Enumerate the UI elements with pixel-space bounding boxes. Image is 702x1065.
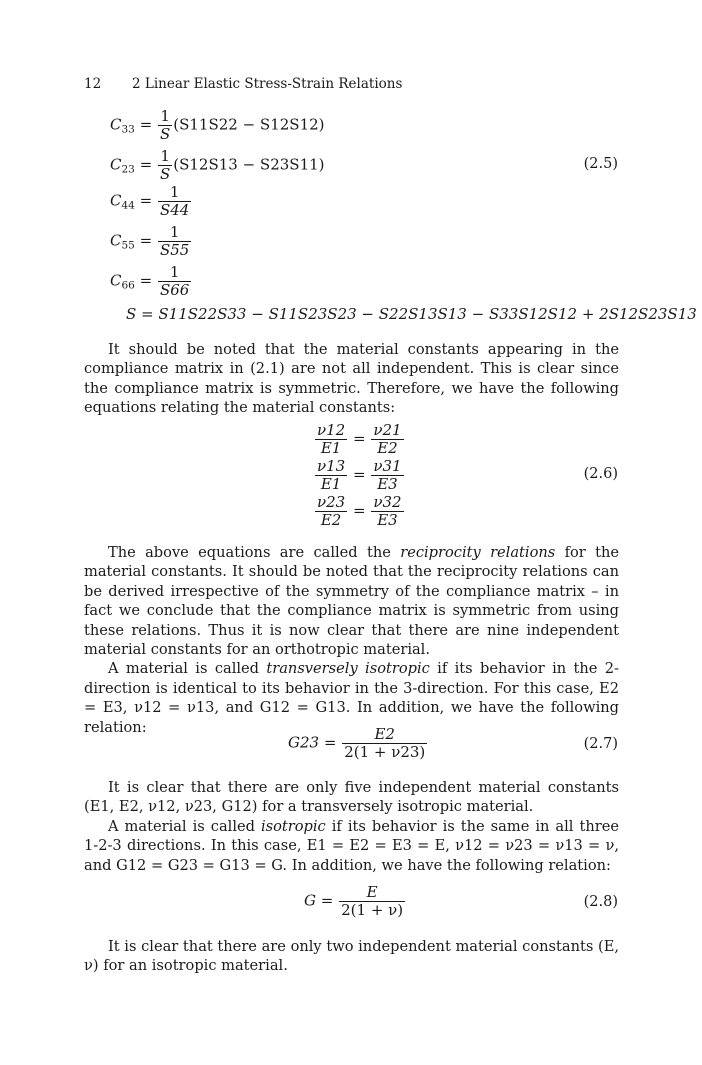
page-number: 12 bbox=[84, 76, 102, 92]
equation-label-2-5: (2.5) bbox=[583, 156, 618, 172]
paragraph-compliance: It should be noted that the material constants appearing in the compliance matrix in (2.1) are not all independent. This is clear since the compliance matrix is symmetric. Therefore, we have the following equations relating the material constants: bbox=[84, 341, 619, 417]
equation-reciprocity-1: $\frac{\nu 12}{E1}$ = $\frac{\nu 21}{E2}$ bbox=[317, 421, 402, 457]
equation-g: G = $\frac{E}{2(1 + \nu)}$ bbox=[304, 883, 404, 919]
equation-c23: $C_{23}$ = $\frac{1}{S}$ (S12S13 − S23S11) bbox=[110, 147, 325, 183]
equation-c44: $C_{44}$ = $\frac{1}{S44}$ bbox=[110, 183, 190, 219]
paragraph-isotropic: It is clear that there are only five independent material constants (E1, E2, ν12, ν23, G12) for a transversely isotropic material. A material is called isotropic if its behavior is the same in all three 1-2-3 directions. In this case, E1 = E2 = E3 = E, ν12 = ν23 = ν13 = ν, and G12 = G23 = G13 = G. In addition, we have the following relation: bbox=[84, 779, 619, 874]
equation-c55: $C_{55}$ = $\frac{1}{S55}$ bbox=[110, 223, 190, 259]
equation-label-2-8: (2.8) bbox=[583, 894, 618, 910]
equation-reciprocity-3: $\frac{\nu 23}{E2}$ = $\frac{\nu 32}{E3}$ bbox=[317, 493, 402, 529]
paragraph-reciprocity: The above equations are called the reciprocity relations for the material constants. It should be noted that the reciprocity relations can be derived irrespective of the symmetry of the compliance matrix – in fact we conclude that the compliance matrix is symmetric from using these relations. Thus it is now clear that there are nine independent material constants for an orthotropic material. A material is called transversely isotropic if its behavior in the 2-direction is identical to its behavior in the 3-direction. For this case, E2 = E3, ν12 = ν13, and G12 = G13. In addition, we have the following relation: bbox=[84, 544, 620, 736]
equation-label-2-6: (2.6) bbox=[583, 466, 618, 482]
equation-c66: $C_{66}$ = $\frac{1}{S66}$ bbox=[110, 263, 190, 299]
equation-label-2-7: (2.7) bbox=[583, 736, 618, 752]
running-title: 2 Linear Elastic Stress-Strain Relations bbox=[132, 76, 403, 92]
equation-reciprocity-2: $\frac{\nu 13}{E1}$ = $\frac{\nu 31}{E3}$ bbox=[317, 457, 402, 493]
paragraph-two-constants: It is clear that there are only two independent material constants (E, ν) for an isotropic material. bbox=[84, 938, 619, 975]
equation-s-determinant: S = S11S22S33 − S11S23S23 − S22S13S13 − S33S12S12 + 2S12S23S13 bbox=[126, 305, 697, 323]
equation-g23: G23 = $\frac{E2}{2(1 + \nu 23)}$ bbox=[288, 725, 426, 761]
running-header bbox=[84, 76, 402, 92]
equation-c33: $C_{33}$ = $\frac{1}{S}$ (S11S22 − S12S12) bbox=[110, 107, 325, 143]
